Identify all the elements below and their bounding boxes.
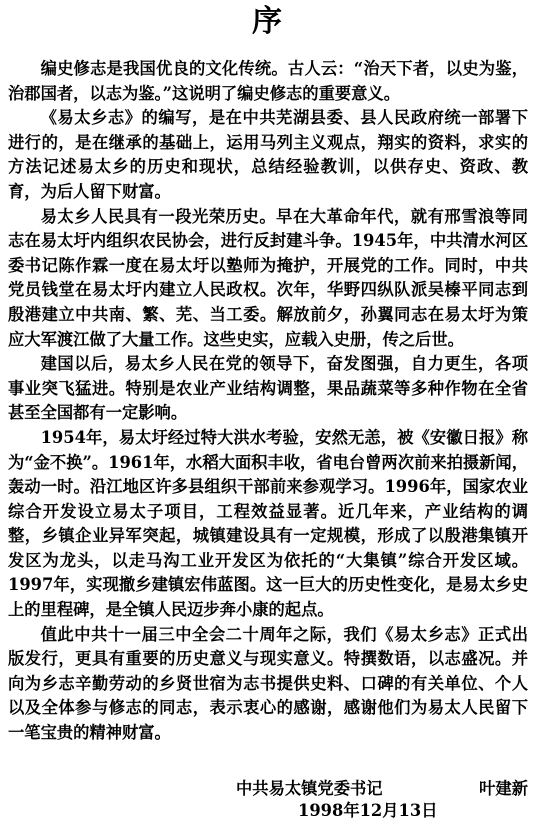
signature-date: 1998年12月13日 (298, 801, 438, 820)
paragraph: 易太乡人民具有一段光荣历史。早在大革命年代，就有邢雪浪等同志在易太圩内组织农民协会，进行反封建斗争。1945年，中共清水河区委书记陈作霖一度在易太圩以塾师为掩护，开展党的工作。同时，中共党员钱堂在易太圩内建立人民政权。次年，华野四纵队派吴榛平同志到殷港建立中共南、繁、芜、当工委。解放前夕，孙翼同志在易太圩为策应大军渡江做了大量工作。这些史实，应载入史册，传之后世。 (8, 206, 528, 349)
paragraph: 值此中共十一届三中全会二十周年之际，我们《易太乡志》正式出版发行，更具有重要的历史意义与现实意义。特撰数语，以志盛况。并向为乡志辛勤劳动的乡贤世宿为志书提供史料、口碑的有关单位、个人以及全体参与修志的同志，表示衷心的感谢，感谢他们为易太人民留下一笔宝贵的精神财富。 (8, 624, 528, 743)
paragraph: 建国以后，易太乡人民在党的领导下，奋发图强，自力更生，各项事业突飞猛进。特别是农业产业结构调整，果品蔬菜等多种作物在全省甚至全国都有一定影响。 (8, 354, 528, 423)
paragraph: 《易太乡志》的编写，是在中共芜湖县委、县人民政府统一部署下进行的，是在继承的基础上，运用马列主义观点，翔实的资料，求实的方法记述易太乡的历史和现状，总结经验教训，以供存史、资政、教育，为后人留下财富。 (8, 108, 528, 201)
page-title: 序 (252, 4, 282, 39)
signer-name: 叶建新 (479, 779, 528, 798)
paragraph: 1954年，易太圩经过特大洪水考验，安然无恙，被《安徽日报》称为“金不换”。1961年，水稻大面积丰收，省电台曾两次前来拍摄新闻，轰动一时。沿江地区许多县组织干部前来参观学习。1996年，国家农业综合开发设立易太子项目，工程效益显著。近几年来，产业结构的调整，乡镇企业异军突起，城镇建设具有一定规模，形成了以殷港集镇开发区为龙头，以走马沟工业开发区为依托的“大集镇”综合开发区域。1997年，实现撤乡建镇宏伟蓝图。这一巨大的历史性变化，是易太乡史上的里程碑，是全镇人民迈步奔小康的起点。 (8, 427, 528, 620)
signature-block (236, 778, 528, 822)
paragraph: 编史修志是我国优良的文化传统。古人云：“治天下者，以史为鉴，治郡国者，以志为鉴。”这说明了编史修志的重要意义。 (8, 59, 528, 103)
signer-title: 中共易太镇党委书记 (236, 779, 383, 798)
preface-body (8, 57, 528, 746)
signature-line (236, 778, 528, 800)
